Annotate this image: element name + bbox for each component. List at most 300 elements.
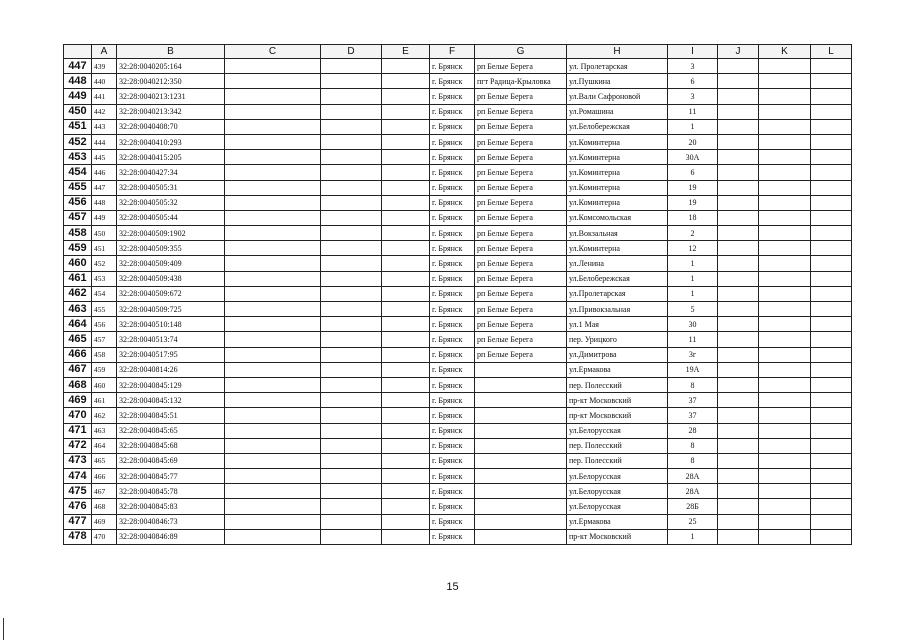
cell-c [225,484,321,499]
cell-k [759,104,811,119]
cell-b: 32:28:0040509:1902 [117,226,225,241]
cell-h: пер. Урицкого [567,332,668,347]
cell-d [321,347,382,362]
cell-f: г. Брянск [430,317,475,332]
cell-c [225,317,321,332]
cell-g [475,469,567,484]
cell-i: 1 [668,271,718,286]
cell-f: г. Брянск [430,408,475,423]
cell-e [382,484,430,499]
cell-a: 452 [92,256,117,271]
row-number: 469 [64,393,92,408]
table-row [64,317,852,332]
cell-l [811,347,852,362]
cell-g [475,423,567,438]
cell-c [225,271,321,286]
cell-b: 32:28:0040846:73 [117,514,225,529]
table-row [64,150,852,165]
cell-l [811,438,852,453]
cell-k [759,226,811,241]
row-number: 452 [64,134,92,149]
cell-j [718,226,759,241]
cell-l [811,165,852,180]
cell-i: 28Б [668,499,718,514]
cell-f: г. Брянск [430,423,475,438]
cell-c [225,195,321,210]
cell-b: 32:28:0040509:409 [117,256,225,271]
cell-c [225,226,321,241]
row-number: 456 [64,195,92,210]
cell-i: 1 [668,286,718,301]
table-row [64,302,852,317]
cell-a: 456 [92,317,117,332]
cell-e [382,453,430,468]
cell-d [321,104,382,119]
cell-k [759,408,811,423]
cell-g [475,514,567,529]
cell-l [811,377,852,392]
column-header-k: K [759,45,811,59]
table-row [64,180,852,195]
cell-b: 32:28:0040845:51 [117,408,225,423]
cell-d [321,302,382,317]
cell-d [321,332,382,347]
table-row [64,377,852,392]
cell-e [382,393,430,408]
cell-l [811,89,852,104]
cell-j [718,286,759,301]
cell-h: пр-кт Московский [567,393,668,408]
row-number: 470 [64,408,92,423]
cell-j [718,241,759,256]
cell-i: 30 [668,317,718,332]
table-row [64,241,852,256]
cell-e [382,438,430,453]
cell-g [475,362,567,377]
cell-l [811,362,852,377]
column-header-i: I [668,45,718,59]
cell-k [759,180,811,195]
cell-a: 455 [92,302,117,317]
cell-g: рп Белые Берега [475,317,567,332]
cell-j [718,438,759,453]
cell-j [718,150,759,165]
cell-a: 464 [92,438,117,453]
cell-g [475,484,567,499]
cell-i: 8 [668,453,718,468]
cell-b: 32:28:0040505:32 [117,195,225,210]
cell-c [225,119,321,134]
cell-a: 445 [92,150,117,165]
table-row [64,362,852,377]
cell-c [225,514,321,529]
cell-e [382,317,430,332]
cell-b: 32:28:0040845:77 [117,469,225,484]
cell-c [225,180,321,195]
cell-a: 466 [92,469,117,484]
cell-d [321,256,382,271]
cell-i: 3 [668,89,718,104]
row-number: 476 [64,499,92,514]
cell-j [718,302,759,317]
cell-k [759,317,811,332]
cell-l [811,195,852,210]
cell-b: 32:28:0040408:70 [117,119,225,134]
cell-b: 32:28:0040509:672 [117,286,225,301]
cell-c [225,134,321,149]
cell-j [718,408,759,423]
cell-c [225,241,321,256]
cell-h: пр-кт Московский [567,408,668,423]
cell-l [811,180,852,195]
cell-d [321,286,382,301]
cell-d [321,438,382,453]
cell-c [225,210,321,225]
cell-f: г. Брянск [430,514,475,529]
cell-d [321,529,382,544]
cell-d [321,484,382,499]
cell-e [382,89,430,104]
column-header-row [64,45,852,59]
cell-j [718,256,759,271]
cell-e [382,286,430,301]
cell-e [382,59,430,74]
cell-j [718,210,759,225]
cell-k [759,514,811,529]
row-number: 472 [64,438,92,453]
cell-h: пер. Полесский [567,453,668,468]
table-row [64,89,852,104]
row-number: 471 [64,423,92,438]
cell-j [718,423,759,438]
cell-f: г. Брянск [430,286,475,301]
cell-f: г. Брянск [430,393,475,408]
cell-h: ул.Пушкина [567,74,668,89]
cell-a: 465 [92,453,117,468]
cell-a: 468 [92,499,117,514]
cell-g [475,377,567,392]
cell-a: 442 [92,104,117,119]
row-number: 465 [64,332,92,347]
cell-b: 32:28:0040845:65 [117,423,225,438]
cell-c [225,347,321,362]
cell-c [225,256,321,271]
cell-f: г. Брянск [430,499,475,514]
cell-h: ул.Коминтерна [567,165,668,180]
cell-f: г. Брянск [430,271,475,286]
cell-h: ул.Ромашина [567,104,668,119]
cell-b: 32:28:0040415:205 [117,150,225,165]
cell-f: г. Брянск [430,347,475,362]
cell-i: 20 [668,134,718,149]
cell-e [382,104,430,119]
cell-c [225,499,321,514]
cell-b: 32:28:0040427:34 [117,165,225,180]
cell-f: г. Брянск [430,453,475,468]
cell-a: 457 [92,332,117,347]
cell-j [718,347,759,362]
cell-j [718,74,759,89]
cell-d [321,180,382,195]
cell-h: ул.Ермакова [567,362,668,377]
cell-i: 37 [668,408,718,423]
cell-k [759,453,811,468]
cell-f: г. Брянск [430,377,475,392]
cell-l [811,302,852,317]
cell-e [382,332,430,347]
cell-l [811,210,852,225]
row-number: 448 [64,74,92,89]
cell-g: рп Белые Берега [475,332,567,347]
table-row [64,453,852,468]
row-number: 464 [64,317,92,332]
cell-e [382,241,430,256]
cell-e [382,165,430,180]
cell-i: 11 [668,332,718,347]
cell-f: г. Брянск [430,165,475,180]
cell-h: ул.Коминтерна [567,150,668,165]
cell-a: 441 [92,89,117,104]
cell-j [718,362,759,377]
cell-e [382,302,430,317]
cell-a: 450 [92,226,117,241]
cell-a: 462 [92,408,117,423]
row-number: 467 [64,362,92,377]
column-header-g: G [475,45,567,59]
cell-c [225,438,321,453]
row-number: 475 [64,484,92,499]
cell-a: 467 [92,484,117,499]
cell-d [321,377,382,392]
cell-l [811,484,852,499]
cell-i: 18 [668,210,718,225]
cell-g: рп Белые Берега [475,119,567,134]
cell-d [321,408,382,423]
cell-j [718,529,759,544]
cell-b: 32:28:0040510:148 [117,317,225,332]
cell-e [382,469,430,484]
cell-g: рп Белые Берега [475,150,567,165]
cell-d [321,393,382,408]
cell-j [718,484,759,499]
cell-b: 32:28:0040517:95 [117,347,225,362]
cell-i: 6 [668,165,718,180]
cell-h: ул.Коминтерна [567,180,668,195]
cell-j [718,453,759,468]
cell-l [811,317,852,332]
cell-h: ул.Пролетарская [567,286,668,301]
cell-a: 461 [92,393,117,408]
column-header-c: C [225,45,321,59]
cell-h: ул.Комсомольская [567,210,668,225]
table-row [64,271,852,286]
cell-c [225,362,321,377]
cell-k [759,150,811,165]
cell-h: ул.1 Мая [567,317,668,332]
cell-b: 32:28:0040845:129 [117,377,225,392]
cell-i: 30А [668,150,718,165]
cell-e [382,529,430,544]
cell-i: 12 [668,241,718,256]
cell-i: 11 [668,104,718,119]
column-header-d: D [321,45,382,59]
column-header-b: B [117,45,225,59]
cell-j [718,317,759,332]
cell-j [718,377,759,392]
cell-g [475,438,567,453]
cell-a: 453 [92,271,117,286]
cell-a: 463 [92,423,117,438]
cell-d [321,453,382,468]
column-header-e: E [382,45,430,59]
cell-k [759,59,811,74]
cell-d [321,514,382,529]
cell-g: пгт Радица-Крыловка [475,74,567,89]
cell-f: г. Брянск [430,256,475,271]
cell-b: 32:28:0040213:1231 [117,89,225,104]
cell-b: 32:28:0040845:83 [117,499,225,514]
cell-h: ул.Димитрова [567,347,668,362]
cell-k [759,195,811,210]
cell-l [811,499,852,514]
table-row [64,438,852,453]
cell-e [382,514,430,529]
table-row [64,469,852,484]
cell-h: пр-кт Московский [567,529,668,544]
cell-d [321,362,382,377]
cell-g [475,529,567,544]
cell-k [759,484,811,499]
column-header-a: A [92,45,117,59]
corner-header [64,45,92,59]
row-number: 459 [64,241,92,256]
cell-b: 32:28:0040513:74 [117,332,225,347]
cell-k [759,438,811,453]
cell-l [811,226,852,241]
cell-g [475,408,567,423]
cell-a: 460 [92,377,117,392]
cell-e [382,347,430,362]
cell-j [718,195,759,210]
cell-h: ул.Вали Сафроновой [567,89,668,104]
cell-b: 32:28:0040845:68 [117,438,225,453]
cell-d [321,150,382,165]
cell-e [382,423,430,438]
cell-h: ул.Белорусская [567,484,668,499]
table-row [64,165,852,180]
cell-k [759,286,811,301]
cell-g: рп Белые Берега [475,256,567,271]
cell-c [225,302,321,317]
cell-k [759,256,811,271]
cell-k [759,210,811,225]
column-header-h: H [567,45,668,59]
row-number: 460 [64,256,92,271]
cell-a: 454 [92,286,117,301]
cell-k [759,302,811,317]
cell-k [759,332,811,347]
cell-l [811,529,852,544]
spreadsheet-table [63,44,852,545]
cell-f: г. Брянск [430,241,475,256]
cell-f: г. Брянск [430,59,475,74]
cell-c [225,377,321,392]
cell-l [811,256,852,271]
cell-c [225,150,321,165]
cell-g: рп Белые Берега [475,347,567,362]
cell-h: ул.Белорусская [567,499,668,514]
cell-k [759,119,811,134]
cell-c [225,393,321,408]
cell-k [759,529,811,544]
cell-b: 32:28:0040845:132 [117,393,225,408]
cell-i: 19 [668,180,718,195]
cell-l [811,104,852,119]
table-row [64,347,852,362]
cell-d [321,317,382,332]
cell-j [718,134,759,149]
cell-h: ул.Коминтерна [567,195,668,210]
cell-l [811,271,852,286]
cell-d [321,210,382,225]
cell-k [759,241,811,256]
table-row [64,256,852,271]
cell-g [475,499,567,514]
cell-k [759,469,811,484]
cell-d [321,195,382,210]
table-row [64,195,852,210]
table-row [64,59,852,74]
cell-k [759,134,811,149]
cell-g: рп Белые Берега [475,59,567,74]
row-number: 450 [64,104,92,119]
cell-d [321,165,382,180]
cell-f: г. Брянск [430,226,475,241]
cell-i: 3 [668,59,718,74]
cell-b: 32:28:0040205:164 [117,59,225,74]
cell-a: 443 [92,119,117,134]
cell-b: 32:28:0040505:31 [117,180,225,195]
cell-c [225,423,321,438]
cell-d [321,59,382,74]
cell-l [811,241,852,256]
cell-c [225,453,321,468]
row-number: 458 [64,226,92,241]
cell-i: 8 [668,438,718,453]
cell-c [225,165,321,180]
cell-i: 28 [668,423,718,438]
cell-e [382,377,430,392]
cell-h: ул.Привокзальная [567,302,668,317]
cell-g: рп Белые Берега [475,271,567,286]
cell-a: 446 [92,165,117,180]
table-row [64,74,852,89]
cell-k [759,89,811,104]
cell-j [718,89,759,104]
cell-a: 469 [92,514,117,529]
cell-e [382,180,430,195]
cell-g: рп Белые Берега [475,104,567,119]
cell-k [759,165,811,180]
cell-j [718,393,759,408]
cell-b: 32:28:0040814:26 [117,362,225,377]
cell-e [382,210,430,225]
cell-d [321,134,382,149]
table-row [64,484,852,499]
cell-c [225,408,321,423]
cell-l [811,119,852,134]
cell-j [718,332,759,347]
